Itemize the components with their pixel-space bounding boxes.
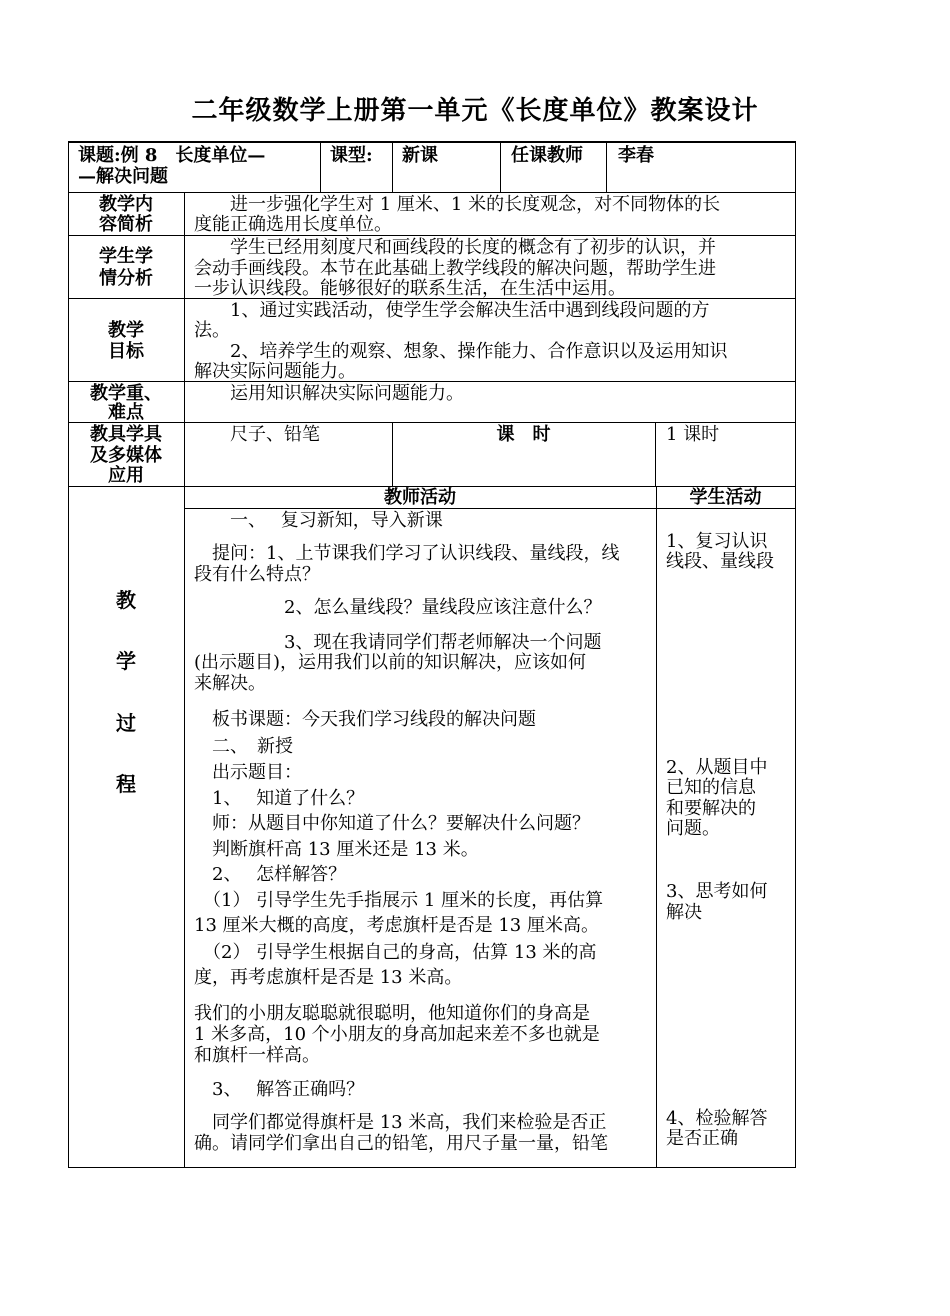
goal-text-4: 解决实际问题能力。	[194, 361, 356, 382]
content-label-2: 容简析	[99, 214, 153, 235]
teacher-line: 提问：1、上节课我们学习了认识线段、量线段，线	[194, 543, 620, 564]
student-line: 和要解决的	[666, 798, 756, 819]
student-activity-head: 学生活动	[689, 487, 762, 508]
teacher-line: （1） 引导学生先手指展示 1 厘米的长度，再估算	[194, 890, 604, 911]
tools-text: 尺子、铅笔	[194, 424, 320, 445]
student-text-3: 一步认识线段。能够很好的联系生活，在生活中运用。	[194, 278, 626, 299]
student-line: 3、思考如何	[666, 881, 768, 902]
topic-label: 课题:例 8 长度单位—	[78, 145, 266, 166]
page-title: 二年级数学上册第一单元《长度单位》教案设计	[191, 96, 759, 126]
student-label-2: 情分析	[99, 268, 153, 289]
teacher-line: 二、 新授	[194, 736, 293, 757]
teacher-activity-head: 教师活动	[384, 487, 456, 508]
goal-label: 教学	[108, 320, 144, 341]
teacher-line: 2、 怎样解答？	[194, 864, 347, 885]
teacher-line: 和旗杆一样高。	[194, 1045, 320, 1066]
tools-label-2: 及多媒体	[90, 445, 162, 466]
teacher-line: 1 米多高，10 个小朋友的身高加起来差不多也就是	[194, 1024, 600, 1045]
student-line: 1、复习认识	[666, 531, 768, 552]
teacher-line: 一、 复习新知，导入新课	[194, 510, 443, 531]
teacher-line: 3、现在我请同学们帮老师解决一个问题	[194, 632, 602, 653]
teacher-line: 段有什么特点？	[194, 564, 320, 585]
teacher-line: (出示题目)，运用我们以前的知识解决，应该如何	[194, 652, 587, 673]
student-line: 问题。	[666, 818, 720, 839]
goal-text-3: 2、培养学生的观察、想象、操作能力、合作意识以及运用知识	[194, 341, 728, 362]
tools-label-3: 应用	[108, 465, 144, 486]
type-label: 课型:	[330, 145, 373, 166]
process-label-1: 教	[116, 588, 136, 612]
tools-label: 教具学具	[90, 424, 162, 445]
teacher-label: 任课教师	[511, 145, 583, 166]
teacher-line: 1、 知道了什么？	[194, 788, 365, 809]
topic-label-cont: —解决问题	[78, 166, 168, 187]
content-text-2: 度能正确选用长度单位。	[194, 214, 392, 235]
goal-label-2: 目标	[108, 341, 144, 362]
key-label-2: 难点	[108, 402, 144, 423]
goal-text-2: 法。	[194, 320, 230, 341]
teacher-line: 来解决。	[194, 673, 266, 694]
student-line: 是否正确	[666, 1128, 738, 1149]
process-label-4: 程	[116, 772, 136, 796]
student-line: 4、检验解答	[666, 1108, 768, 1129]
key-label: 教学重、	[90, 383, 162, 404]
teacher-value: 李春	[618, 145, 654, 166]
student-line: 线段、量线段	[666, 551, 774, 572]
goal-text: 1、通过实践活动，使学生学会解决生活中遇到线段问题的方	[194, 300, 710, 321]
teacher-line: 判断旗杆高 13 厘米还是 13 米。	[194, 839, 479, 860]
student-label: 学生学	[99, 246, 153, 267]
teacher-line: 师：从题目中你知道了什么？要解决什么问题？	[194, 813, 590, 834]
teacher-line: 2、怎么量线段？量线段应该注意什么？	[194, 597, 602, 618]
teacher-line: （2） 引导学生根据自己的身高，估算 13 米的高	[194, 942, 597, 963]
teacher-line: 板书课题：今天我们学习线段的解决问题	[194, 709, 536, 730]
student-line: 已知的信息	[666, 777, 756, 798]
hours-value: 1 课时	[666, 424, 720, 445]
teacher-line: 出示题目：	[194, 762, 302, 783]
teacher-line: 3、 解答正确吗？	[194, 1079, 365, 1100]
type-value: 新课	[402, 145, 438, 166]
teacher-line: 确。请同学们拿出自己的铅笔，用尺子量一量，铅笔	[194, 1133, 608, 1154]
teacher-line: 度，再考虑旗杆是否是 13 米高。	[194, 967, 463, 988]
teacher-line: 我们的小朋友聪聪就很聪明，他知道你们的身高是	[194, 1003, 590, 1024]
content-text: 进一步强化学生对 1 厘米、1 米的长度观念，对不同物体的长	[194, 194, 721, 215]
student-line: 2、从题目中	[666, 757, 768, 778]
teacher-line: 同学们都觉得旗杆是 13 米高，我们来检验是否正	[194, 1112, 607, 1133]
student-text: 学生已经用刻度尺和画线段的长度的概念有了初步的认识，并	[194, 237, 716, 258]
content-label: 教学内	[99, 194, 153, 215]
process-label-2: 学	[116, 649, 136, 673]
process-label-3: 过	[116, 711, 136, 735]
teacher-line: 13 厘米大概的高度，考虑旗杆是否是 13 厘米高。	[194, 915, 599, 936]
key-text: 运用知识解决实际问题能力。	[194, 383, 464, 404]
student-line: 解决	[666, 902, 702, 923]
student-text-2: 会动手画线段。本节在此基础上教学线段的解决问题，帮助学生进	[194, 258, 716, 279]
hours-label: 课 时	[496, 424, 551, 445]
